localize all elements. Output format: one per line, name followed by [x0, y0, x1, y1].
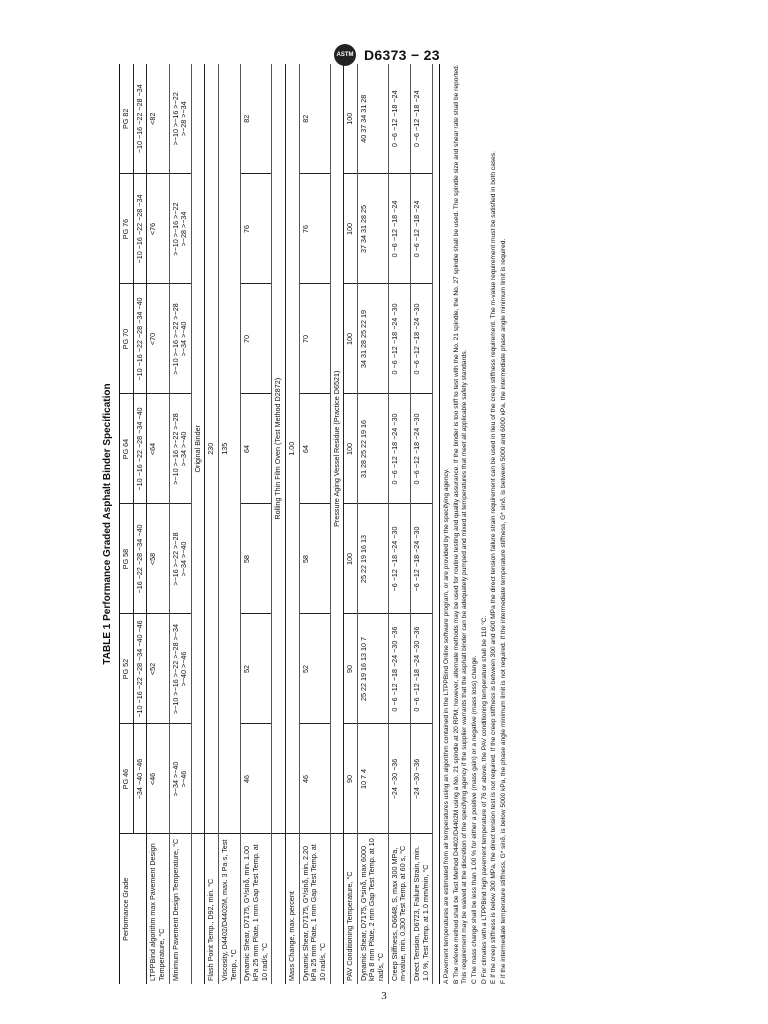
grade-header: PG 46: [120, 724, 134, 834]
cell-value: 64: [299, 394, 330, 504]
cell-value: 82: [241, 64, 272, 174]
cell-value: 76: [299, 174, 330, 284]
cell-value: 37 34 31 28 25: [357, 174, 388, 284]
cell-line: >−28 >−34: [179, 211, 189, 247]
cell-value: 40 37 34 31 28: [357, 64, 388, 174]
table-row: [344, 64, 358, 984]
row-label: Mass Change, max. percent: [285, 834, 299, 984]
cell-value: 25 22 19 16 13: [357, 504, 388, 614]
cell-value: 0 −6 −12 −18 −24 −30: [411, 394, 433, 504]
cell-value: <70: [147, 284, 169, 394]
cell-value: 70: [299, 284, 330, 394]
section-title-pav: Pressure Aging Vessel Residue (Practice D6521): [330, 64, 344, 834]
cell-value: 100: [344, 284, 358, 394]
footnote: F If the intermediate temperature stiffness, G* sinδ, is below 5000 kPa, the phase angle minimum limit is not required. If the intermediate temperature stiffness, G* sinδ, is between 5000 and 6000 kPa, the intermediate phase angle minimum limit is required.: [499, 238, 507, 984]
cell-line: >−46: [179, 770, 189, 788]
row-label: Dynamic Shear, D7175, G*sinδ, max 6000 kPa 8 mm Plate, 2 mm Gap Test Temp. at 10 rad/s, °C: [357, 834, 388, 984]
table-row: [241, 64, 272, 984]
cell-value: 0 −6 −12 −18 −24 −30 −36: [388, 614, 410, 724]
cell-value: <76: [147, 174, 169, 284]
table-row: [357, 64, 388, 984]
row-label: PAV Conditioning Temperature, °C: [344, 834, 358, 984]
cell-line: >−34 >−40: [179, 431, 189, 467]
cell-value: <82: [147, 64, 169, 174]
section-row: [330, 64, 344, 984]
cell-value: [169, 64, 191, 174]
cell-value: 10 7 4: [357, 724, 388, 834]
performance-grade-header: Performance Grade: [120, 834, 147, 984]
cell-line: >−10 >−16 >−22 >−28 >−34: [170, 624, 180, 714]
rotated-table-page: [102, 64, 662, 984]
cell-value: 135: [219, 64, 241, 834]
cell-value: 1.00: [285, 64, 299, 834]
cell-value: 58: [241, 504, 272, 614]
cell-value: −6 −12 −18 −24 −30: [388, 504, 410, 614]
cell-value: 100: [344, 394, 358, 504]
section-row: [272, 64, 286, 984]
footnote: A Pavement temperatures are estimated from air temperatures using an algorithm contained in the LTPPBind Online software program, or are provided by the specifying agency.: [443, 468, 451, 984]
table-row: [147, 64, 169, 984]
cell-value: 0 −6 −12 −18 −24 −30: [388, 394, 410, 504]
cell-value: 82: [299, 64, 330, 174]
grade-subgrades: −10 −16 −22 −28 −34 −40: [133, 284, 147, 394]
cell-value: <64: [147, 394, 169, 504]
cell-line: >−40 >−46: [179, 651, 189, 687]
grade-header: PG 52: [120, 614, 134, 724]
cell-value: −6 −12 −18 −24 −30: [411, 504, 433, 614]
cell-value: [169, 724, 191, 834]
cell-line: >−16 >−22 >−28: [170, 532, 180, 586]
grade-subgrades: −34 −40 −46: [133, 724, 147, 834]
table-row: [388, 64, 410, 984]
grade-header: PG 76: [120, 174, 134, 284]
cell-value: [169, 284, 191, 394]
row-label: Dynamic Shear, D7175, G*/sinδ, min. 1.00 kPa 25 mm Plate, 1 mm Gap Test Temp. at 10 rad/s, °C: [241, 834, 272, 984]
cell-value: 52: [299, 614, 330, 724]
grade-header: PG 82: [120, 64, 134, 174]
grade-subgrades: −10 −16 −22 −28 −34 −40: [133, 394, 147, 504]
cell-value: 0 −6 −12 −18 −24 −30 −36: [411, 614, 433, 724]
cell-line: >−10 >−16 >−22: [170, 202, 180, 256]
table-row: [219, 64, 241, 984]
table-title: TABLE 1 Performance Graded Asphalt Binder Specification: [102, 383, 113, 665]
table-row: [169, 64, 191, 984]
cell-value: 100: [344, 504, 358, 614]
cell-value: 46: [299, 724, 330, 834]
grade-header: PG 58: [120, 504, 134, 614]
document-number: D6373 − 23: [364, 47, 440, 63]
grade-header: PG 70: [120, 284, 134, 394]
astm-logo-icon: ASTM: [334, 44, 356, 66]
cell-line: >−28 >−34: [179, 101, 189, 137]
cell-value: 100: [344, 174, 358, 284]
cell-line: >−10 >−16 >−22: [170, 92, 180, 146]
cell-value: 58: [299, 504, 330, 614]
spec-table: [119, 64, 433, 984]
cell-value: 0 −6 −12 −18 −24: [411, 174, 433, 284]
cell-line: >−34 >−40: [179, 321, 189, 357]
page-number: 3: [381, 990, 387, 1002]
cell-value: 100: [344, 64, 358, 174]
row-label: Viscosity, D4402/D4402M, max. 3 Pa·s, Test Temp., °C: [219, 834, 241, 984]
cell-value: <52: [147, 614, 169, 724]
grade-subgrades: −10 −16 −22 −28 −34 −40 −46: [133, 614, 147, 724]
section-title-original: Original Binder: [191, 64, 205, 834]
cell-value: 64: [241, 394, 272, 504]
cell-value: 25 22 19 16 13 10 7: [357, 614, 388, 724]
cell-value: 46: [241, 724, 272, 834]
table-footnotes: [439, 64, 508, 984]
grade-subgrades: −10 −16 −22 −28 −34: [133, 64, 147, 174]
cell-value: 52: [241, 614, 272, 724]
grade-subgrades: −10 −16 −22 −28 −34: [133, 174, 147, 284]
cell-value: 0 −6 −12 −18 −24 −30: [411, 284, 433, 394]
cell-value: 70: [241, 284, 272, 394]
cell-value: [169, 394, 191, 504]
cell-value: [169, 504, 191, 614]
section-row: [191, 64, 205, 984]
cell-line: >−34 >−40: [179, 541, 189, 577]
cell-value: 0 −6 −12 −18 −24: [388, 64, 410, 174]
row-label: Creep Stiffness, D6648, S, max 300 MPa, m-value, min. 0.300 Test Temp. at 60 s, °C: [388, 834, 410, 984]
cell-value: <46: [147, 724, 169, 834]
cell-line: >−10 >−16 >−22 >−28: [170, 413, 180, 485]
cell-value: 0 −6 −12 −18 −24 −30: [388, 284, 410, 394]
row-label: Dynamic Shear, D7175, G*/sinδ, min. 2.20 kPa 25 mm Plate, 1 mm Gap Test Temp. at 10 rad/s, °C: [299, 834, 330, 984]
cell-line: >−34 >−40: [170, 761, 180, 797]
section-title-rtfo: Rolling Thin Film Oven (Test Method D2872): [272, 64, 286, 834]
cell-value: 90: [344, 724, 358, 834]
cell-value: 230: [205, 64, 219, 834]
grade-subgrades: −16 −22 −28 −34 −40: [133, 504, 147, 614]
table-row: [299, 64, 330, 984]
cell-value: [169, 174, 191, 284]
table-row: [411, 64, 433, 984]
row-label: Minimum Pavement Design Temperature, °C: [169, 834, 191, 984]
row-label: Direct Tension, D6723, Failure Strain, min. 1.0 %, Test Temp. at 1.0 mm/min, °C: [411, 834, 433, 984]
grade-header: PG 64: [120, 394, 134, 504]
cell-value: 0 −6 −12 −18 −24: [388, 174, 410, 284]
cell-value: [169, 614, 191, 724]
cell-value: 34 31 28 25 22 19: [357, 284, 388, 394]
cell-value: −24 −30 −36: [411, 724, 433, 834]
cell-value: 31 28 25 22 19 16: [357, 394, 388, 504]
cell-value: 90: [344, 614, 358, 724]
page-header: [334, 44, 440, 66]
table-row: [285, 64, 299, 984]
cell-line: >−10 >−16 >−22 >−28: [170, 303, 180, 375]
cell-value: 76: [241, 174, 272, 284]
row-label: LTPPBind algorithm max Pavement Design Temperature, °C: [147, 834, 169, 984]
table-row: [205, 64, 219, 984]
footnote: C The mass change shall be less than 1.00 % for either a positive (mass gain) or a negative (mass loss) change.: [470, 655, 478, 984]
cell-value: 0 −6 −12 −18 −24: [411, 64, 433, 174]
row-label: Flash Point Temp., D92, min. °C: [205, 834, 219, 984]
footnote: B The referee method shall be Test Method D4402/D4402M using a No. 21 spindle at 20 RPM; however, alternate methods may be used for routine testing and quality assurance. If the binder is too stiff to test with the No. 21 spindle, the No. 27 spindle shall be used. The spindle size and shear rate shall be reported. This requirement may be waived at the discretion of the specifying agency if the supplier warrants that the asphalt binder can be adequately pumped and mixed at temperatures that meet all applicable safety standards.: [452, 64, 469, 984]
footnote: D For climates with a LTPPBind high pavement temperature of 76 or above, the PAV conditioning temperature shall be 110 °C.: [480, 615, 488, 984]
footnote: E If the creep stiffness is below 300 MPa, the direct tension test is not required. If the creep stiffness is between 300 and 600 MPa the direct tension failure strain requirement can be used in lieu of the creep stiffness requirement. The m-value requirement must be satisfied in both cases.: [490, 151, 498, 984]
cell-value: −24 −30 −36: [388, 724, 410, 834]
cell-value: <58: [147, 504, 169, 614]
